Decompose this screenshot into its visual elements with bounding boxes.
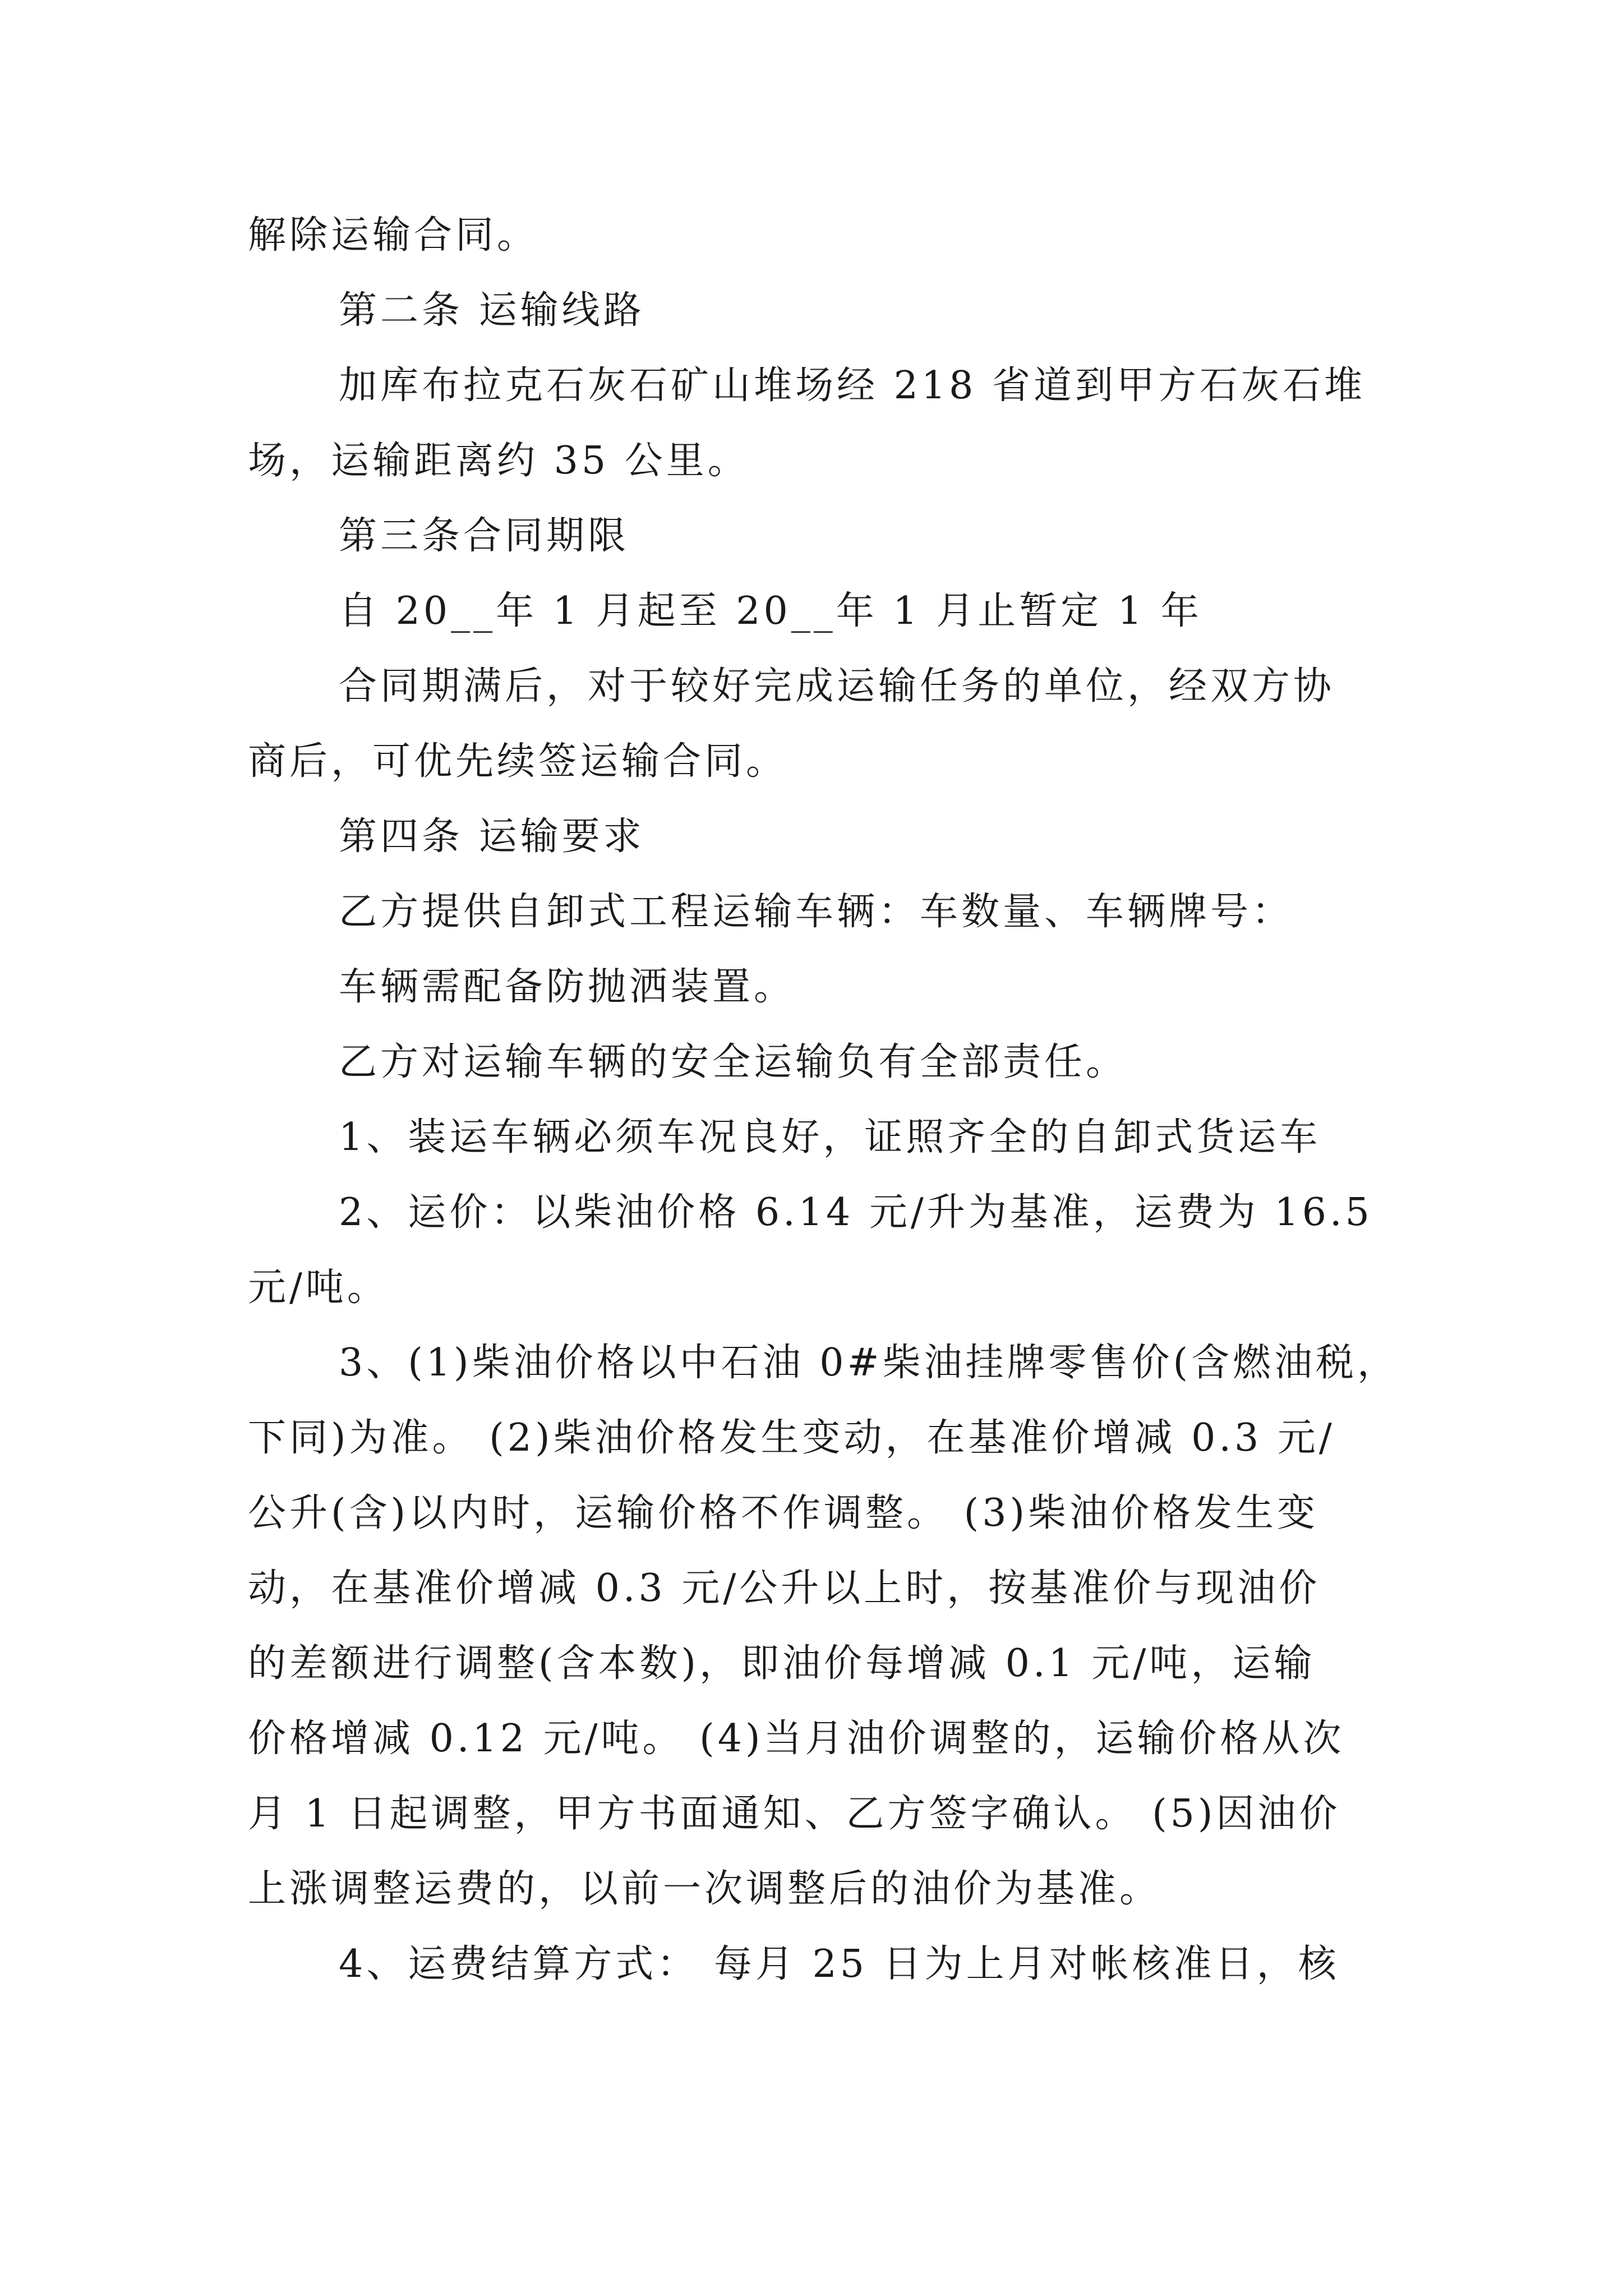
text-line: 商后，可优先续签运输合同。: [248, 739, 788, 784]
text-line: 合同期满后，对于较好完成运输任务的单位，经双方协: [339, 664, 1335, 708]
article-heading: 第三条合同期限: [339, 514, 630, 558]
list-item: 4、运费结算方式： 每月 25 日为上月对帐核准日，核: [339, 1942, 1340, 1986]
article-heading: 第二条 运输线路: [339, 288, 645, 333]
text-line: 乙方对运输车辆的安全运输负有全部责任。: [339, 1040, 1128, 1084]
text-line: 公升(含)以内时，运输价格不作调整。 (3)柴油价格发生变: [248, 1491, 1318, 1535]
text-line: 元/吨。: [248, 1266, 389, 1310]
text-line: 车辆需配备防抛洒装置。: [339, 965, 796, 1009]
text-line: 场，运输距离约 35 公里。: [248, 439, 749, 483]
text-line: 价格增减 0.12 元/吨。 (4)当月油价调整的，运输价格从次: [248, 1717, 1345, 1761]
article-heading: 第四条 运输要求: [339, 815, 645, 859]
list-item: 2、运价：以柴油价格 6.14 元/升为基准，运费为 16.5: [339, 1190, 1373, 1235]
list-item: 1、装运车辆必须车况良好，证照齐全的自卸式货运车: [339, 1115, 1321, 1159]
text-line: 乙方提供自卸式工程运输车辆：车数量、车辆牌号：: [339, 890, 1294, 934]
text-line: 自 20__年 1 月起至 20__年 1 月止暂定 1 年: [339, 589, 1202, 633]
text-line: 上涨调整运费的，以前一次调整后的油价为基准。: [248, 1867, 1161, 1911]
text-line: 下同)为准。 (2)柴油价格发生变动，在基准价增减 0.3 元/: [248, 1416, 1335, 1460]
text-line: 解除运输合同。: [248, 213, 539, 257]
text-line: 动，在基准价增减 0.3 元/公升以上时，按基准价与现油价: [248, 1566, 1321, 1611]
text-line: 的差额进行调整(含本数)，即油价每增减 0.1 元/吨，运输: [248, 1641, 1316, 1686]
text-line: 月 1 日起调整，甲方书面通知、乙方签字确认。 (5)因油价: [248, 1792, 1341, 1836]
text-line: 加库布拉克石灰石矿山堆场经 218 省道到甲方石灰石堆: [339, 364, 1366, 408]
list-item: 3、(1)柴油价格以中石油 0#柴油挂牌零售价(含燃油税，: [339, 1341, 1399, 1385]
